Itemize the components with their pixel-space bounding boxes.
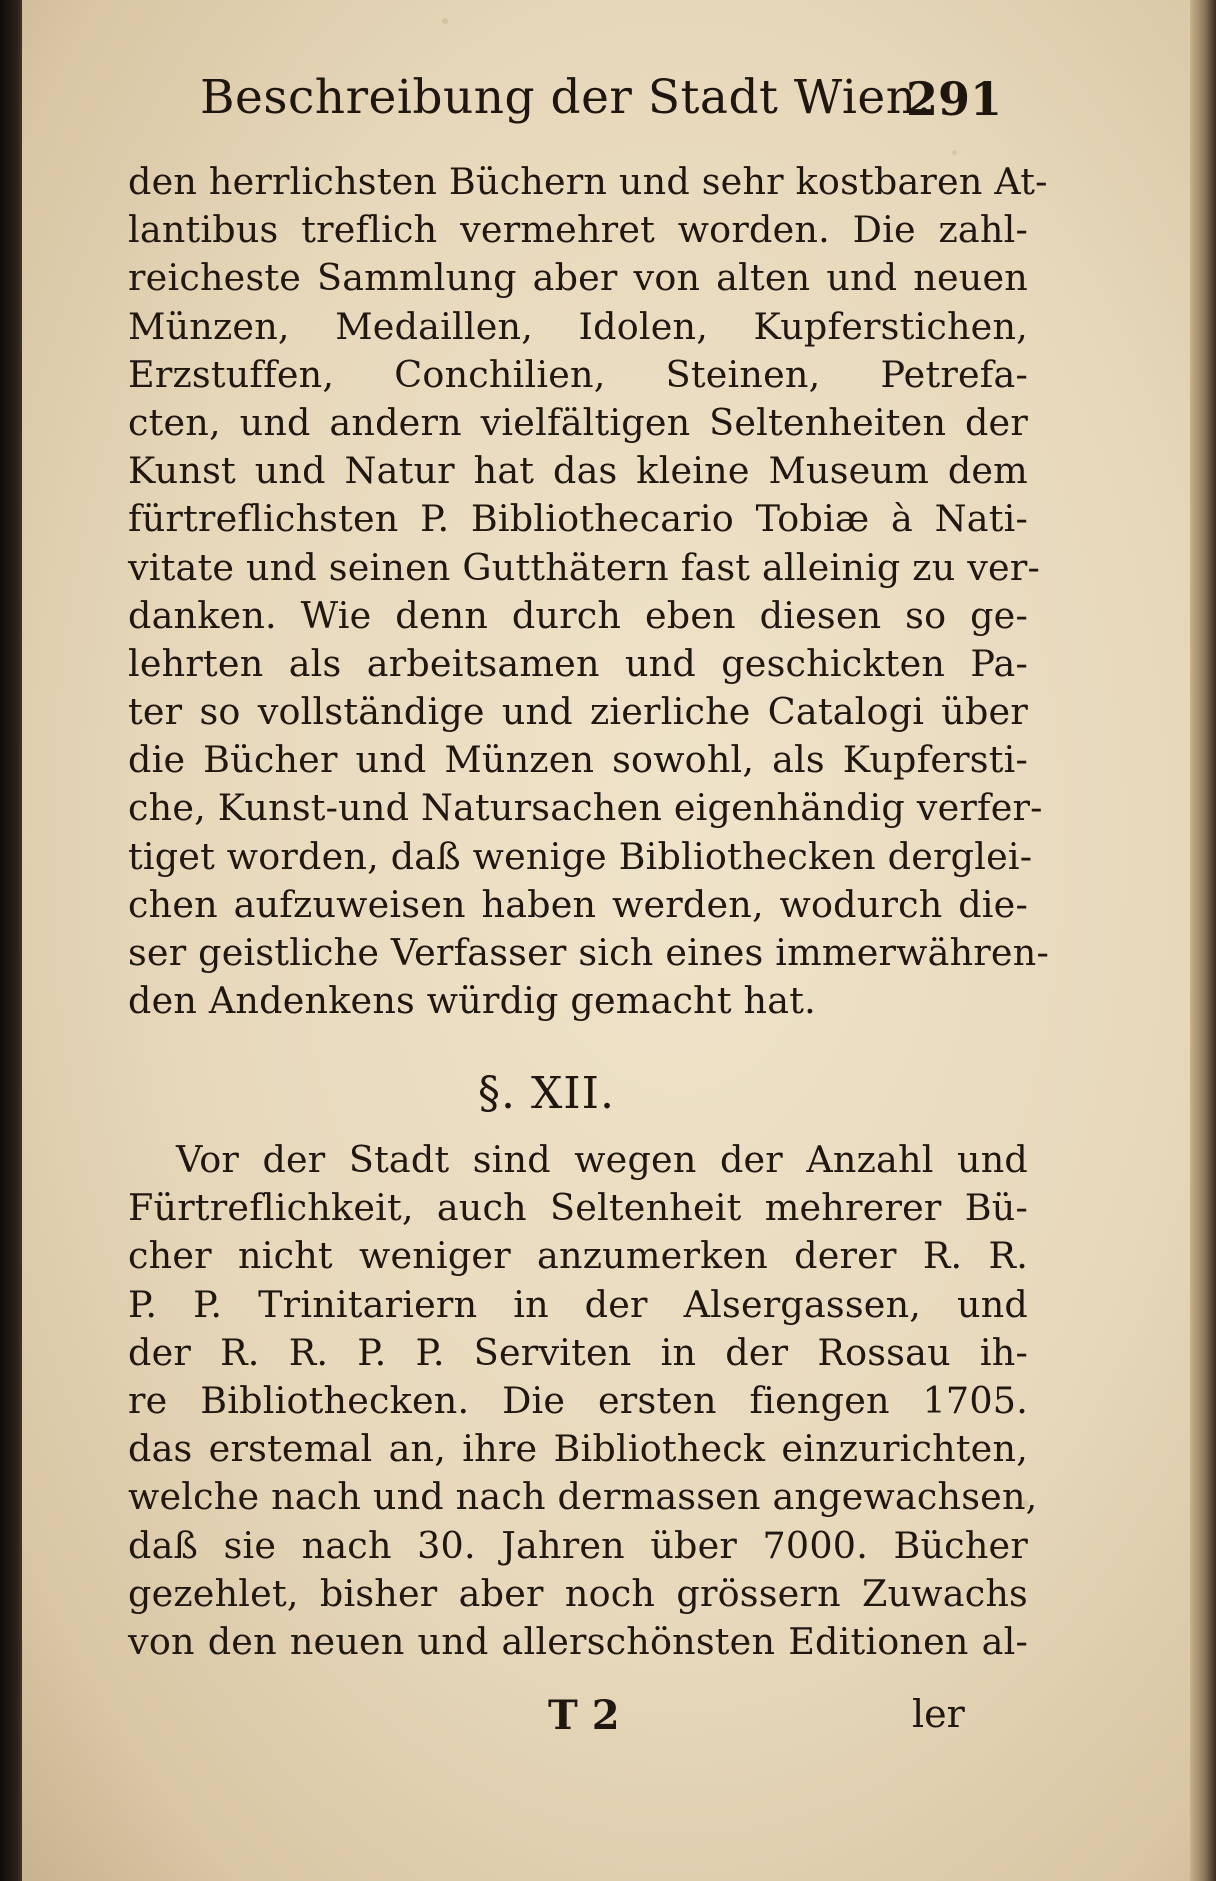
text-line: ter so vollständige und zierliche Catalogi über: [128, 690, 1028, 734]
catchword: ler: [912, 1692, 965, 1736]
text-line: chen aufzuweisen haben werden, wodurch die-: [128, 882, 1028, 926]
text-line: gezehlet, bisher aber noch grössern Zuwachs: [128, 1571, 1028, 1615]
paragraph-2: [128, 1136, 1038, 1666]
page-number: 291: [906, 72, 1003, 126]
text-line: tiget worden, daß wenige Bibliothecken derglei-: [128, 834, 1033, 878]
text-line: den herrlichsten Büchern und sehr kostbaren At-: [128, 160, 1048, 203]
text-line: Erzstuffen, Conchilien, Steinen, Petrefa-: [128, 352, 1028, 396]
text-line: Münzen, Medaillen, Idolen, Kupferstichen,: [128, 304, 1028, 348]
text-line: P. P. Trinitariern in der Alsergassen, und: [128, 1282, 1028, 1326]
running-head: Beschreibung der Stadt Wien.: [200, 70, 932, 125]
text-line: daß sie nach 30. Jahren über 7000. Bücher: [128, 1523, 1028, 1567]
paragraph-1: [128, 158, 1049, 1025]
page-header: [200, 70, 1003, 150]
text-line: den Andenkens würdig gemacht hat.: [128, 979, 816, 1023]
text-line: lehrten als arbeitsamen und geschickten Pa-: [128, 641, 1028, 685]
page-edge: [1190, 0, 1216, 1881]
text-line: reicheste Sammlung aber von alten und neuen: [128, 256, 1028, 300]
text-line: der R. R. P. P. Serviten in der Rossau ih-: [128, 1330, 1028, 1374]
text-line: che, Kunst-und Natursachen eigenhändig verfer-: [128, 786, 1043, 830]
text-line: welche nach und nach dermassen angewachsen,: [128, 1475, 1038, 1519]
text-line: fürtreflichsten P. Bibliothecario Tobiæ à Nati-: [128, 497, 1028, 541]
text-line: Vor der Stadt sind wegen der Anzahl und: [176, 1138, 1028, 1181]
text-line: re Bibliothecken. Die ersten fiengen 1705.: [128, 1378, 1028, 1422]
text-line: ser geistliche Verfasser sich eines immerwähren-: [128, 931, 1049, 974]
text-line: die Bücher und Münzen sowohl, als Kupfersti-: [128, 738, 1028, 782]
text-line: vitate und seinen Gutthätern fast alleinig zu ver-: [128, 545, 1041, 589]
section-heading: §. XII.: [478, 1068, 616, 1119]
text-line: lantibus treflich vermehret worden. Die zahl-: [128, 208, 1028, 252]
signature-mark: T 2: [548, 1692, 620, 1739]
paper-spot: [952, 150, 957, 155]
text-line: cher nicht weniger anzumerken derer R. R.: [128, 1234, 1028, 1278]
text-line: das erstemal an, ihre Bibliotheck einzurichten,: [128, 1427, 1028, 1471]
text-line: Kunst und Natur hat das kleine Museum dem: [128, 449, 1028, 493]
page-footer: [128, 1692, 1028, 1752]
text-line: Fürtreflichkeit, auch Seltenheit mehrerer Bü-: [128, 1186, 1028, 1230]
text-line: cten, und andern vielfältigen Seltenheiten der: [128, 400, 1028, 444]
text-line: danken. Wie denn durch eben diesen so ge-: [128, 593, 1028, 637]
paper-spot: [442, 18, 448, 24]
text-line: von den neuen und allerschönsten Editionen al-: [128, 1619, 1028, 1663]
